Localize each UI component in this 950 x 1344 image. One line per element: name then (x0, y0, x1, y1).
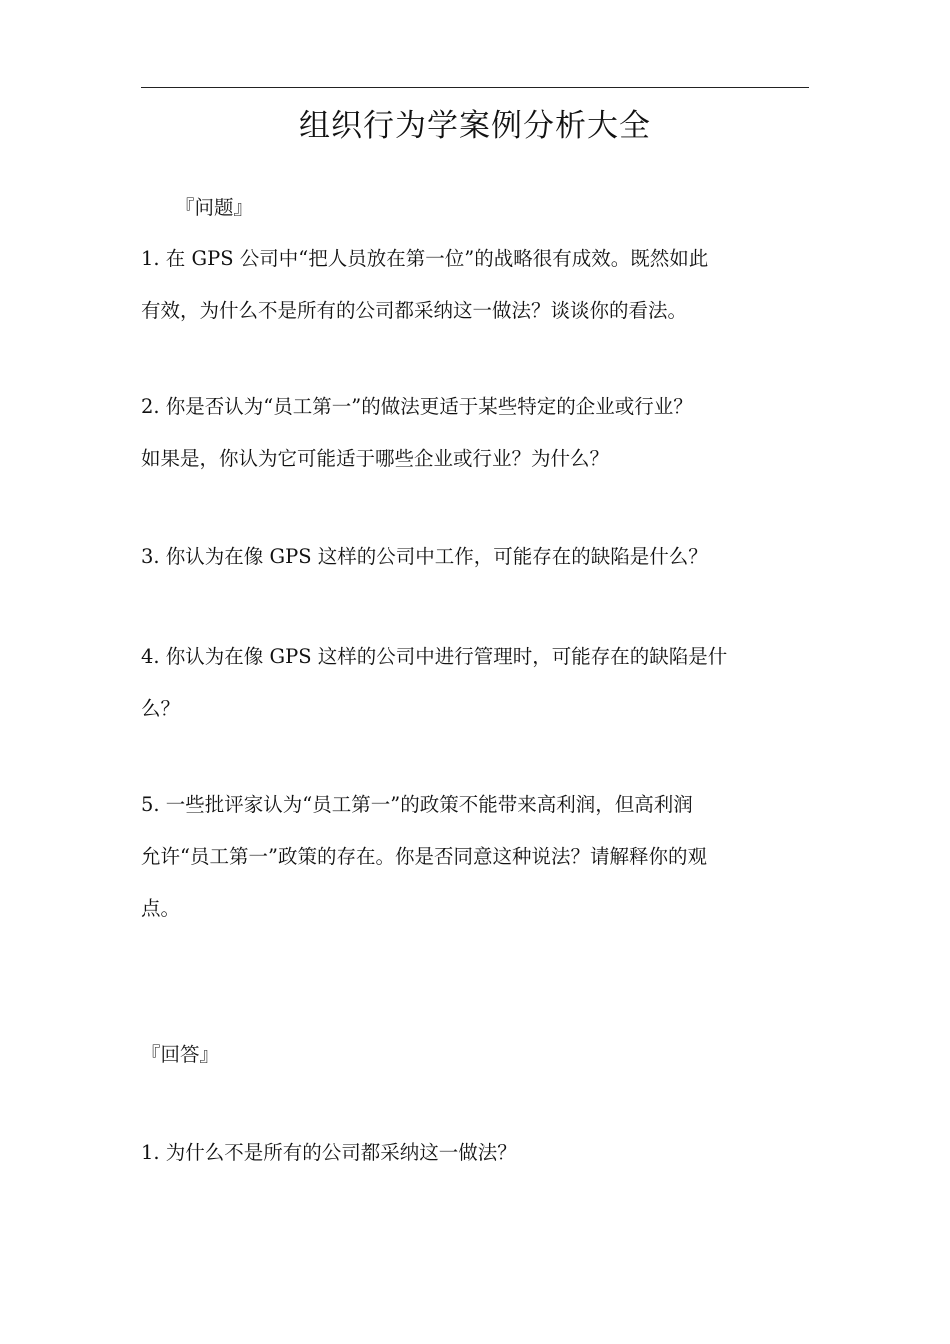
questions-heading: 『问题』 (175, 196, 254, 219)
question-4-line-1: 4. 你认为在像 GPS 这样的公司中进行管理时，可能存在的缺陷是什 (141, 645, 728, 668)
question-1 (141, 233, 811, 337)
question-5 (141, 779, 811, 935)
answers-heading: 『回答』 (141, 1043, 220, 1066)
question-3-line-1: 3. 你认为在像 GPS 这样的公司中工作，可能存在的缺陷是什么？ (141, 545, 708, 568)
question-5-line-2: 允许“员工第一”政策的存在。你是否同意这种说法？请解释你的观 (141, 845, 707, 868)
answer-1-line-1: 1. 为什么不是所有的公司都采纳这一做法？ (141, 1141, 517, 1164)
question-1-line-1: 1. 在 GPS 公司中“把人员放在第一位”的战略很有成效。既然如此 (141, 247, 709, 270)
question-2 (141, 381, 811, 485)
question-5-line-1: 5. 一些批评家认为“员工第一”的政策不能带来高利润，但高利润 (141, 793, 693, 816)
document-title: 组织行为学案例分析大全 (299, 108, 651, 144)
question-1-line-2: 有效，为什么不是所有的公司都采纳这一做法？谈谈你的看法。 (141, 299, 688, 322)
question-3 (141, 531, 811, 583)
answer-1 (141, 1127, 811, 1179)
header-rule (141, 87, 809, 88)
question-5-line-3: 点。 (141, 897, 181, 920)
question-2-line-1: 2. 你是否认为“员工第一”的做法更适于某些特定的企业或行业？ (141, 395, 693, 418)
question-4-line-2: 么？ (141, 697, 181, 720)
question-4 (141, 631, 811, 735)
question-2-line-2: 如果是，你认为它可能适于哪些企业或行业？为什么？ (141, 447, 610, 470)
